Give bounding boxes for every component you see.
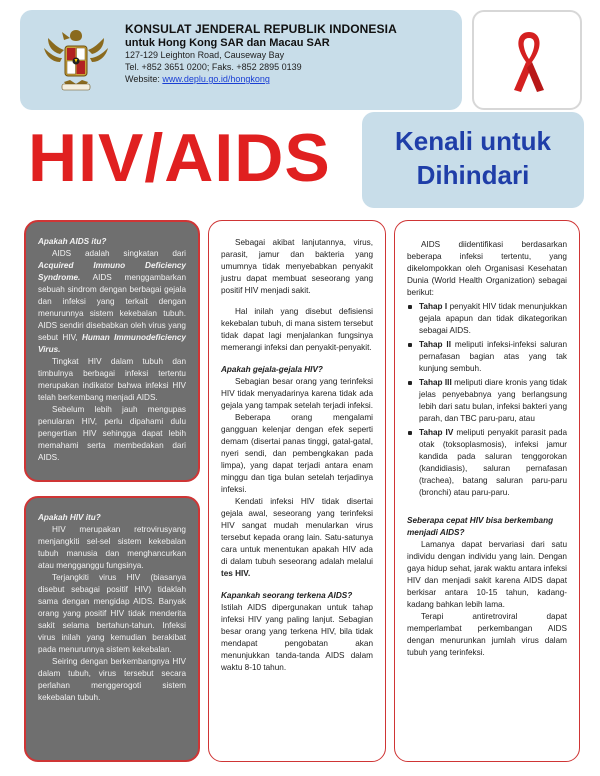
consulate-address: 127-129 Leighton Road, Causeway Bay (125, 50, 285, 60)
tagline-line-1: Kenali untuk (394, 126, 551, 156)
col3-paragraph-1: AIDS diidentifikasi berdasarkan beberapa infeksi tertentu, yang dikelompokkan oleh Organisasi Kesehatan Dunia (World Health Organization) sebagai berikut: (407, 240, 567, 297)
garuda-emblem-icon (40, 24, 112, 96)
consulate-title: KONSULAT JENDERAL REPUBLIK INDONESIA (125, 22, 397, 36)
col2-paragraph-5: Kendati infeksi HIV tidak disertai gejala awal, seseorang yang terinfeksi HIV sangat mudah menularkan virus tersebut kepada orang lain. Satu-satunya cara untuk menentukan apakah HIV ada di dalam tubuh seseorang adalah melalui tes HIV. (221, 497, 373, 578)
header-text-block (125, 22, 455, 85)
tagline (362, 124, 584, 192)
consulate-website-line (125, 74, 455, 85)
aids-paragraph-3: Sebelum lebih jauh mengupas penularan HIV, perlu dipahami dulu pengertian HIV sehingga dapat lebih memahami serta membedakan dari AIDS. (38, 405, 186, 462)
aids-definition-box (24, 220, 200, 482)
header-banner (20, 10, 462, 110)
symptoms-column (208, 220, 386, 762)
website-link[interactable]: www.deplu.go.id/hongkong (162, 74, 270, 84)
consulate-subtitle: untuk Hong Kong SAR dan Macau SAR (125, 37, 330, 49)
col3-paragraph-3: Terapi antiretroviral dapat memperlambat perkembangan AIDS dengan menurunkan jumlah virus dalam tubuh yang terinfeksi. (407, 612, 567, 657)
hiv-definition-box (24, 496, 200, 762)
col2-paragraph-4: Beberapa orang mengalami gangguan kelenjar dengan efek seperti demam (disertai panas tinggi, gatal-gatal, nyeri sendi, dan pembengkakan pada limpa), yang dapat terjadi antara enam minggu dan tiga bulan setelah terjadinya infeksi. (221, 413, 373, 494)
stage-item-4: Tahap IV meliputi penyakit parasit pada otak (toksoplasmosis), infeksi jamur kandida pada saluran tenggorokan (kandidiasis), saluran pernafasan (trachea), batang saluran paru-paru (bronchi) atau paru-paru. (407, 427, 567, 499)
col3-paragraph-2: Lamanya dapat bervariasi dari satu individu dengan individu yang lain. Dengan gaya hidup sehat, jarak waktu antara infeksi HIV dan menjadi sakit karena AIDS dapat berkisar antara 10-15 tahun, kadang-kadang bahkan lebih lama. (407, 540, 567, 609)
col2-paragraph-6: Istilah AIDS dipergunakan untuk tahap infeksi HIV yang paling lanjut. Sebagian besar orang yang terkena HIV, bila tidak mendapat pengobatan akan menunjukkan tanda-tanda AIDS dalam waktu 8-10 tahun. (221, 603, 373, 672)
col2-paragraph-2: Hal inilah yang disebut defisiensi kekebalan tubuh, di mana sistem tersebut tidak dapat lagi menjalankan fungsinya memerangi infeksi dan penyakit-penyakit. (221, 307, 373, 352)
stage-item-2: Tahap II meliputi infeksi-infeksi saluran pernafasan bagian atas yang tak kunjung sembuh. (407, 339, 567, 375)
question-when-aids: Kapankah seorang terkena AIDS? (221, 591, 353, 600)
col2-paragraph-1: Sebagai akibat lanjutannya, virus, parasit, jamur dan bakteria yang umumnya tidak menyebabkan penyakit justru dapat membuat seseorang yang positif HIV menjadi sakit. (221, 238, 373, 295)
stages-column (394, 220, 580, 762)
aids-paragraph-2: Tingkat HIV dalam tubuh dan timbulnya berbagai infeksi tertentu merupakan indikator bahwa infeksi HIV telah berkembang menjadi AIDS. (38, 357, 186, 402)
tagline-box (362, 112, 584, 208)
tagline-line-2: Dihindari (416, 160, 530, 190)
question-hiv-symptoms: Apakah gejala-gejala HIV? (221, 365, 323, 374)
ribbon-box (472, 10, 582, 110)
hiv-paragraph-1: HIV merupakan retrovirusyang menjangkiti sel-sel sistem kekebalan tubuh manusia dan menghancurkan atau mengganggu fungsinya. (38, 525, 186, 570)
stage-list (407, 301, 567, 499)
question-what-is-aids: Apakah AIDS itu? (38, 237, 107, 246)
stage-item-3: Tahap III meliputi diare kronis yang tidak jelas penyebabnya yang berlangsung lebih dari satu bulan, infeksi bakteri yang parah, dan TBC paru-paru, atau (407, 377, 567, 425)
main-title: HIV/AIDS (28, 120, 331, 196)
col2-paragraph-3: Sebagian besar orang yang terinfeksi HIV tidak menyadarinya karena tidak ada gejala yang tampak setelah terjadi infeksi. (221, 377, 374, 410)
website-label: Website: (125, 74, 163, 84)
hiv-paragraph-3: Seiring dengan berkembangnya HIV dalam tubuh, virus tersebut secara perlahan menggerogoti sistem kekebalan tubuh. (38, 657, 186, 702)
question-how-fast: Seberapa cepat HIV bisa berkembang menjadi AIDS? (407, 516, 554, 537)
stage-item-1: Tahap I penyakit HIV tidak menunjukkan gejala apapun dan tidak dikategorikan sebagai AIDS. (407, 301, 567, 337)
hiv-paragraph-2: Terjangkiti virus HIV (biasanya disebut sebagai positif HIV) tidaklah sama dengan mengidap AIDS. Banyak orang yang positif HIV tidak menderita sakit selama bertahun-tahun. Infeksi virus inilah yang kemudian berakibat pada menurunnya sistem kekebalan. (38, 573, 186, 654)
question-what-is-hiv: Apakah HIV itu? (38, 513, 101, 522)
red-ribbon-icon (510, 30, 548, 94)
consulate-phone: Tel. +852 3651 0200; Faks. +852 2895 0139 (125, 62, 302, 72)
aids-paragraph-1: AIDS adalah singkatan dari Acquired Immuno Deficiency Syndrome. AIDS menggambarkan sebuah sindrom dengan berbagai gejala dan infeksi yang terkait dengan menurunnya sistem kekebalan tubuh. AIDS sendiri disebabkan oleh virus yang sebut HIV, Human Immunodeficiency Virus. (38, 249, 186, 354)
